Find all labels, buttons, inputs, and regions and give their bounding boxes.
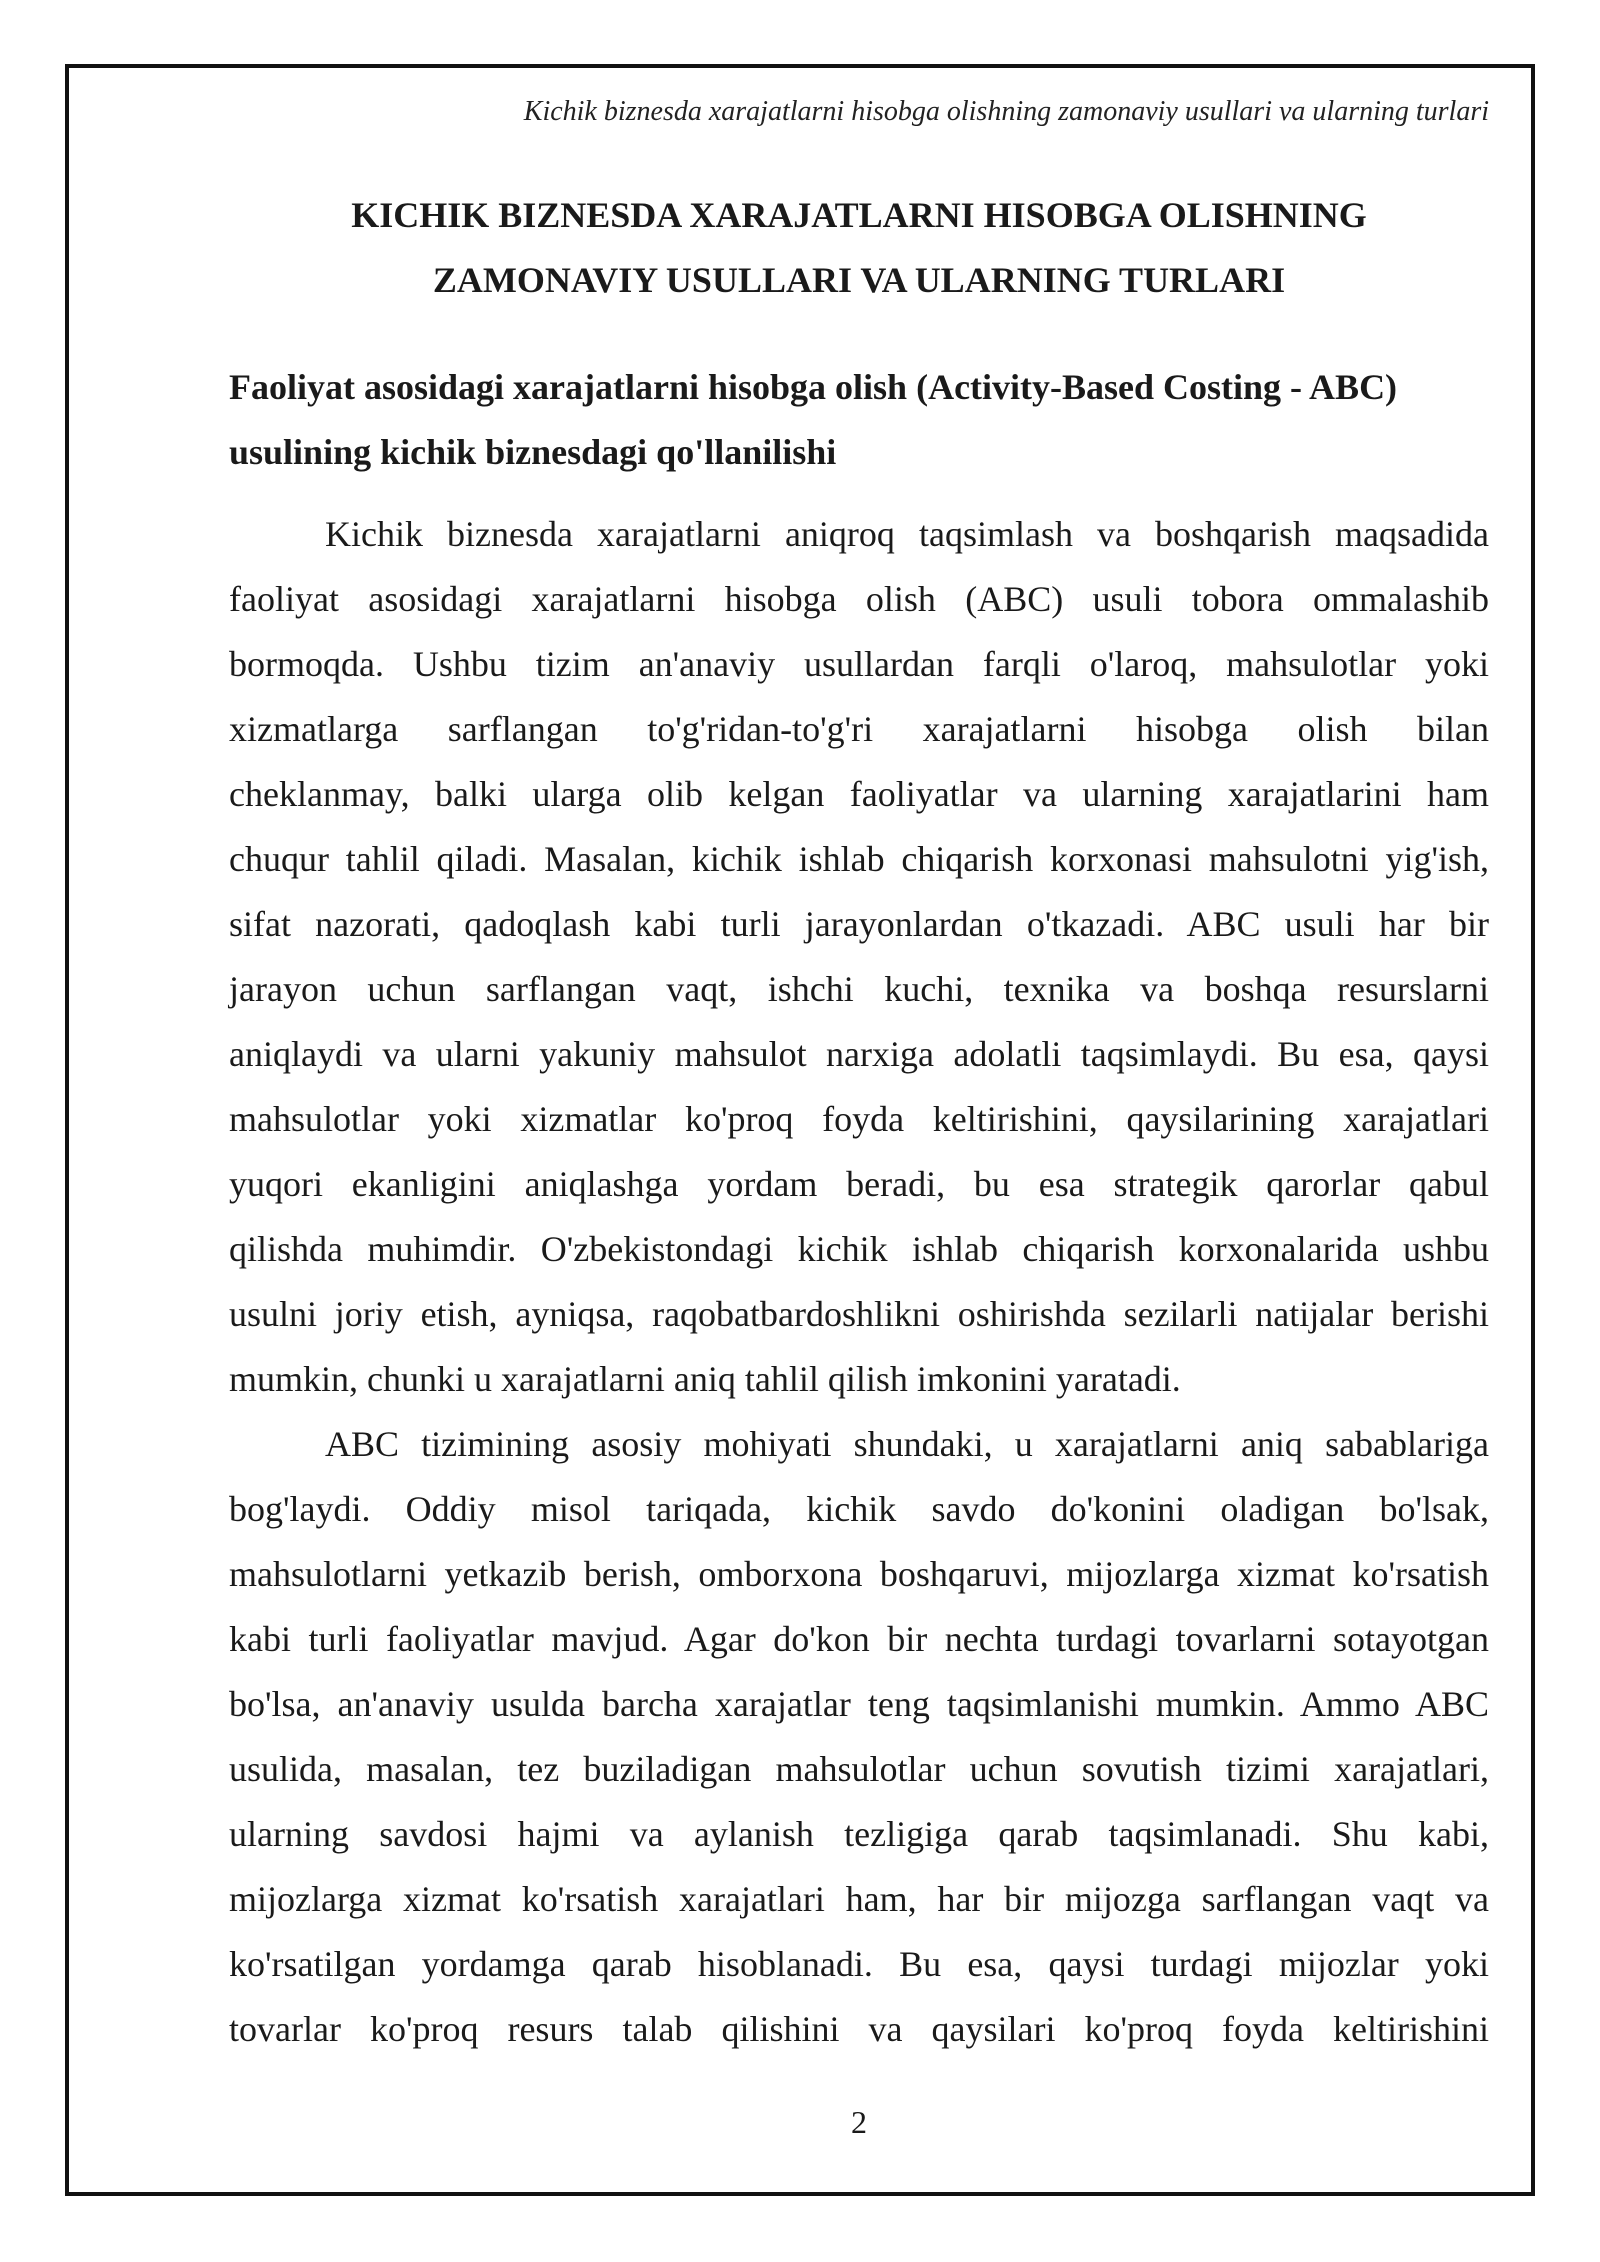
section-heading-line: Faoliyat asosidagi xarajatlarni hisobga olish (Activity-Based Costing - ABC) (229, 367, 1398, 407)
text-line: kabi turli faoliyatlar mavjud. Agar do'kon bir nechta turdagi tovarlarni sotayotgan (229, 1619, 1489, 1659)
document-title-line: ZAMONAVIY USULLARI VA ULARNING TURLARI (432, 260, 1286, 300)
paragraph-1 (229, 502, 1489, 1412)
text-line: bo'lsa, an'anaviy usulda barcha xarajatlar teng taqsimlanishi mumkin. Ammo ABC (229, 1684, 1489, 1724)
text-line: mahsulotlarni yetkazib berish, omborxona boshqaruvi, mijozlarga xizmat ko'rsatish (229, 1554, 1489, 1594)
text-line: qilishda muhimdir. O'zbekistondagi kichik ishlab chiqarish korxonalarida ushbu (229, 1229, 1489, 1269)
text-line: ABC tizimining asosiy mohiyati shundaki, u xarajatlarni aniq sabablariga (325, 1424, 1489, 1464)
text-line: mijozlarga xizmat ko'rsatish xarajatlari ham, har bir mijozga sarflangan vaqt va (229, 1879, 1489, 1919)
text-line: jarayon uchun sarflangan vaqt, ishchi kuchi, texnika va boshqa resurslarni (229, 969, 1489, 1009)
text-line: bormoqda. Ushbu tizim an'anaviy usullardan farqli o'laroq, mahsulotlar yoki (229, 644, 1489, 684)
paragraph-2 (229, 1412, 1489, 2062)
section-heading-line: usulining kichik biznesdagi qo'llanilishi (229, 432, 837, 472)
text-line: ko'rsatilgan yordamga qarab hisoblanadi. Bu esa, qaysi turdagi mijozlar yoki (229, 1944, 1489, 1984)
text-line: tovarlar ko'proq resurs talab qilishini va qaysilari ko'proq foyda keltirishini (229, 2009, 1489, 2049)
text-line: mahsulotlar yoki xizmatlar ko'proq foyda keltirishini, qaysilarining xarajatlari (229, 1099, 1489, 1139)
section-heading (229, 355, 1489, 485)
text-line: aniqlaydi va ularni yakuniy mahsulot narxiga adolatli taqsimlaydi. Bu esa, qaysi (229, 1034, 1489, 1074)
text-line: cheklanmay, balki ularga olib kelgan faoliyatlar va ularning xarajatlarini ham (229, 774, 1489, 814)
document-title (229, 183, 1489, 313)
body-text (229, 502, 1489, 2062)
text-line: xizmatlarga sarflangan to'g'ridan-to'g'ri xarajatlarni hisobga olish bilan (229, 709, 1489, 749)
text-line: usulida, masalan, tez buziladigan mahsulotlar uchun sovutish tizimi xarajatlari, (229, 1749, 1489, 1789)
text-line: sifat nazorati, qadoqlash kabi turli jarayonlardan o'tkazadi. ABC usuli har bir (229, 904, 1489, 944)
text-line: bog'laydi. Oddiy misol tariqada, kichik savdo do'konini oladigan bo'lsak, (229, 1489, 1489, 1529)
running-header: Kichik biznesda xarajatlarni hisobga olishning zamonaviy usullari va ularning turlari (523, 96, 1489, 127)
text-line: Kichik biznesda xarajatlarni aniqroq taqsimlash va boshqarish maqsadida (325, 514, 1489, 554)
text-line: yuqori ekanligini aniqlashga yordam beradi, bu esa strategik qarorlar qabul (229, 1164, 1489, 1204)
text-line: faoliyat asosidagi xarajatlarni hisobga olish (ABC) usuli tobora ommalashib (229, 579, 1489, 619)
text-line: chuqur tahlil qiladi. Masalan, kichik ishlab chiqarish korxonasi mahsulotni yig'ish, (229, 839, 1489, 879)
text-line: mumkin, chunki u xarajatlarni aniq tahlil qilish imkonini yaratadi. (229, 1359, 1181, 1399)
document-title-line: KICHIK BIZNESDA XARAJATLARNI HISOBGA OLISHNING (351, 195, 1367, 235)
text-line: ularning savdosi hajmi va aylanish tezligiga qarab taqsimlanadi. Shu kabi, (229, 1814, 1489, 1854)
text-line: usulni joriy etish, ayniqsa, raqobatbardoshlikni oshirishda sezilarli natijalar berishi (229, 1294, 1489, 1334)
page-number: 2 (851, 2104, 867, 2140)
